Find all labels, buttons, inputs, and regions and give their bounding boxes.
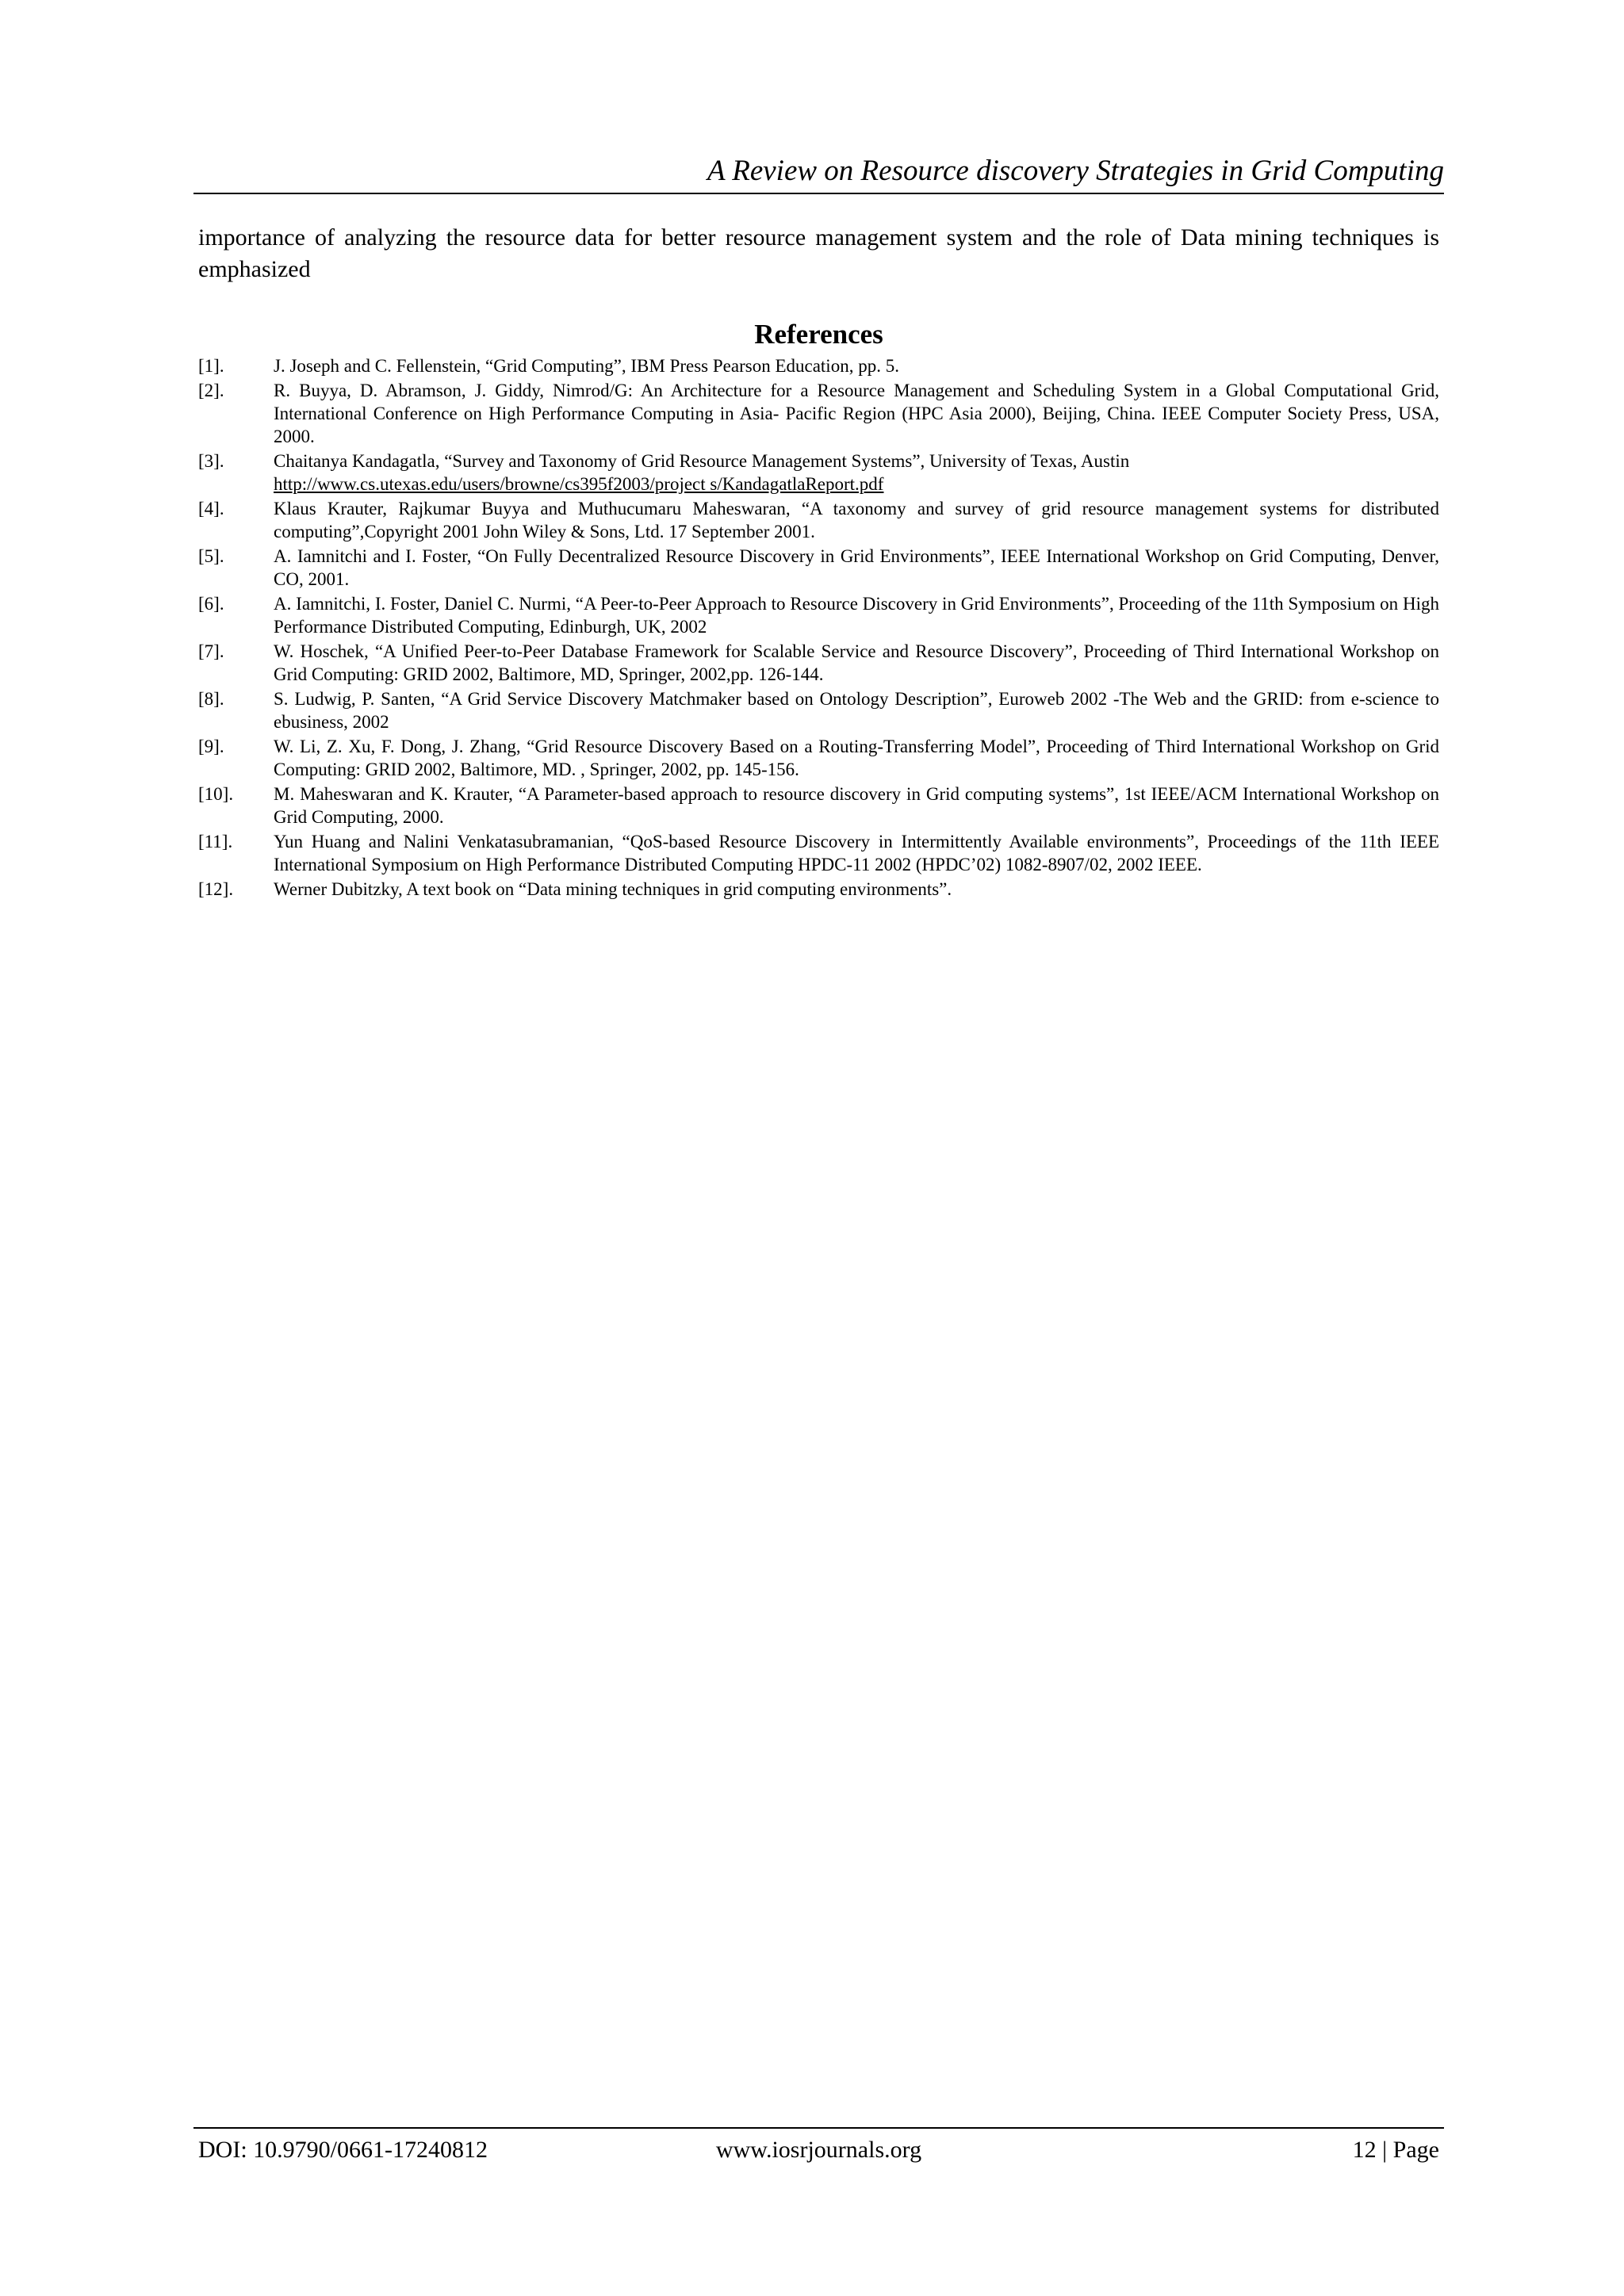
reference-number: [3]. xyxy=(198,451,224,471)
reference-text: Chaitanya Kandagatla, “Survey and Taxonomy of Grid Resource Management Systems”, University of Texas, Austin xyxy=(274,451,1130,471)
footer-website: www.iosrjournals.org xyxy=(715,2137,922,2163)
reference-number: [4]. xyxy=(198,499,224,519)
reference-body xyxy=(274,450,1439,496)
running-header-title: A Review on Resource discovery Strategies in Grid Computing xyxy=(707,155,1444,187)
reference-number: [10]. xyxy=(198,784,234,804)
reference-text: W. Hoschek, “A Unified Peer-to-Peer Database Framework for Scalable Service and Resource Discovery”, Proceeding of Third International Workshop on Grid Computing: GRID 2002, Baltimore, MD, Springer, 2002,pp. 126-144. xyxy=(274,641,1439,684)
reference-number: [2]. xyxy=(198,381,224,400)
reference-url-link[interactable]: http://www.cs.utexas.edu/users/browne/cs395f2003/project s/KandagatlaReport.pdf xyxy=(274,474,884,494)
reference-number: [6]. xyxy=(198,594,224,614)
reference-item xyxy=(198,354,1439,377)
reference-number: [5]. xyxy=(198,546,224,566)
reference-item xyxy=(198,592,1439,638)
page-footer xyxy=(198,2133,1439,2168)
reference-text: Klaus Krauter, Rajkumar Buyya and Muthucumaru Maheswaran, “A taxonomy and survey of grid resource management systems for distributed computing”,Copyright 2001 John Wiley & Sons, Ltd. 17 September 2001. xyxy=(274,499,1439,541)
reference-number: [9]. xyxy=(198,737,224,756)
reference-item xyxy=(198,687,1439,733)
reference-text: W. Li, Z. Xu, F. Dong, J. Zhang, “Grid Resource Discovery Based on a Routing-Transferring Model”, Proceeding of Third International Workshop on Grid Computing: GRID 2002, Baltimore, MD. , Springer, 2002, pp. 145-156. xyxy=(274,737,1439,779)
reference-number: [11]. xyxy=(198,832,233,851)
reference-item xyxy=(198,545,1439,591)
reference-text: A. Iamnitchi, I. Foster, Daniel C. Nurmi, “A Peer-to-Peer Approach to Resource Discovery in Grid Environments”, Proceeding of the 11th Symposium on High Performance Distributed Computing, Edinburgh, UK, 2002 xyxy=(274,594,1439,637)
reference-text: A. Iamnitchi and I. Foster, “On Fully Decentralized Resource Discovery in Grid Environments”, IEEE International Workshop on Grid Computing, Denver, CO, 2001. xyxy=(274,546,1439,589)
reference-item xyxy=(198,450,1439,496)
reference-text: M. Maheswaran and K. Krauter, “A Parameter-based approach to resource discovery in Grid computing systems”, 1st IEEE/ACM International Workshop on Grid Computing, 2000. xyxy=(274,784,1439,827)
footer-doi: DOI: 10.9790/0661-17240812 xyxy=(198,2137,488,2163)
reference-number: [7]. xyxy=(198,641,224,661)
reference-item xyxy=(198,783,1439,828)
reference-list xyxy=(198,354,1439,902)
reference-number: [12]. xyxy=(198,879,234,899)
references-heading: References xyxy=(754,319,883,350)
reference-text: Yun Huang and Nalini Venkatasubramanian, “QoS-based Resource Discovery in Intermittently Available environments”, Proceedings of the 11th IEEE International Symposium on High Performance Distributed Computing HPDC-11 2002 (HPDC’02) 1082-8907/02, 2002 IEEE. xyxy=(274,832,1439,874)
reference-text: J. Joseph and C. Fellenstein, “Grid Computing”, IBM Press Pearson Education, pp. 5. xyxy=(274,356,899,376)
reference-text: Werner Dubitzky, A text book on “Data mining techniques in grid computing environments”. xyxy=(274,879,952,899)
reference-item xyxy=(198,379,1439,448)
reference-item xyxy=(198,497,1439,543)
body-paragraph: importance of analyzing the resource data for better resource management system and the role of Data mining techniques is emphasized xyxy=(198,224,1439,282)
reference-item xyxy=(198,640,1439,686)
footer-divider xyxy=(193,2127,1444,2129)
reference-number: [8]. xyxy=(198,689,224,709)
reference-number: [1]. xyxy=(198,356,224,376)
header-divider xyxy=(193,193,1444,194)
reference-item xyxy=(198,735,1439,781)
reference-item xyxy=(198,830,1439,876)
reference-item xyxy=(198,878,1439,901)
reference-text: R. Buyya, D. Abramson, J. Giddy, Nimrod/G: An Architecture for a Resource Management and Scheduling System in a Global Computational Grid, International Conference on High Performance Computing in Asia- Pacific Region (HPC Asia 2000), Beijing, China. IEEE Computer Society Press, USA, 2000. xyxy=(274,381,1439,446)
footer-page-number: 12 | Page xyxy=(1352,2137,1439,2163)
reference-text: S. Ludwig, P. Santen, “A Grid Service Discovery Matchmaker based on Ontology Description”, Euroweb 2002 -The Web and the GRID: from e-science to ebusiness, 2002 xyxy=(274,689,1439,732)
